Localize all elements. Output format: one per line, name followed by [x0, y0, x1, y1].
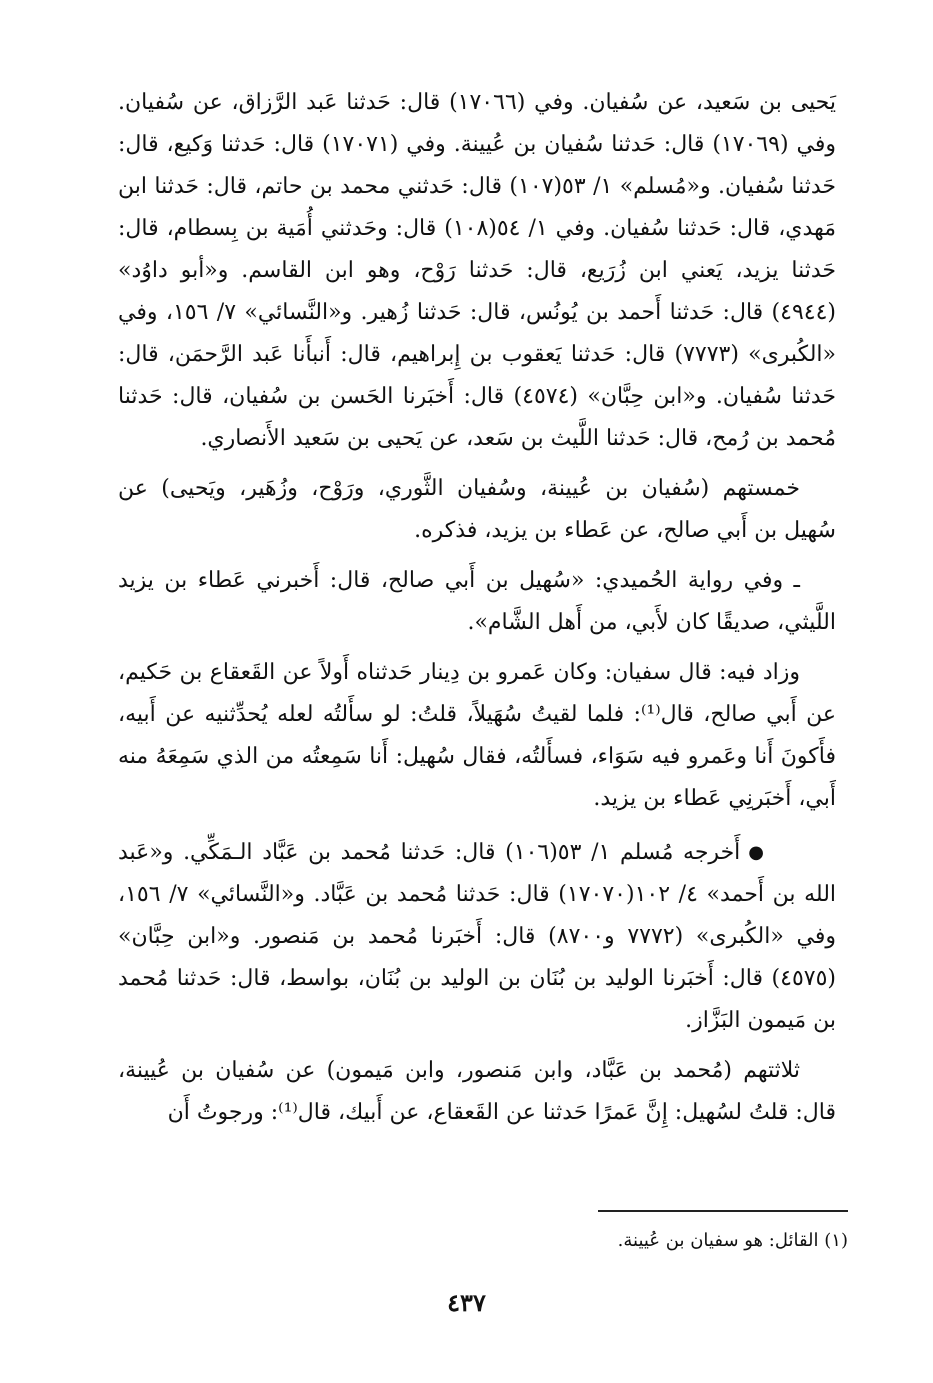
- paragraph-2: خمستهم (سُفيان بن عُيينة، وسُفيان الثَّوري، ورَوْح، وزُهَير، ويَحيى) عن سُهيل بن أَبي صالح، عن عَطاء بن يزيد، فذكره.: [118, 476, 836, 543]
- paragraph-4: وزاد فيه: قال سفيان: وكان عَمرو بن دِينار حَدثناه أَولاً عن القَعقاع بن حَكيم، عن أَبي صالح، قال⁽¹⁾: فلما لقيتُ سُهَيلاً، قلتُ: لو سأَلتُه لعله يُحدِّثنيه عن أَبيه، فأَكونَ أَنا وعَمرو فيه سَوَاء، فسأَلتُه، فقال سُهيل: أَنا سَمِعتُه من الذي سَمِعَهُ منه أَبي، أَخبَرنِي عَطاء بن يزيد.: [118, 660, 837, 811]
- page-number: ٤٣٧: [447, 1288, 486, 1317]
- main-text-block: [118, 82, 836, 1142]
- paragraph-5: [118, 832, 836, 1042]
- footnote: (١) القائل: هو سفيان بن عُيينة.: [617, 1230, 848, 1251]
- paragraph-3: ـ وفي رواية الحُميدي: «سُهيل بن أَبي صالح، قال: أَخبرني عَطاء بن يزيد اللَّيثي، صديقًا كان لأَبي، من أَهل الشَّام».: [118, 568, 836, 635]
- paragraph-5-text: أَخرجه مُسلم ١/ ٥٣(١٠٦) قال: حَدثنا مُحمد بن عَبَّاد الـمَكِّي. و«عَبد الله بن أَحمد» ٤/ ١٠٢(١٧٠٧٠) قال: حَدثنا مُحمد بن عَبَّاد. و«النَّسائي» ٧/ ١٥٦، وفي «الكُبرى» (٧٧٧٢ و٨٧٠٠) قال: أَخبَرنا مُحمد بن مَنصور. و«ابن حِبَّان» (٤٥٧٥) قال: أَخبَرنا الوليد بن بُنَان بن الوليد بن بُنَان، بواسط، قال: حَدثنا مُحمد بن مَيمون البَزَّاز.: [118, 840, 837, 1033]
- paragraph-1: يَحيى بن سَعيد، عن سُفيان. وفي (١٧٠٦٦) قال: حَدثنا عَبد الرَّزاق، عن سُفيان. وفي (١٧٠٦٩) قال: حَدثنا سُفيان بن عُيينة. وفي (١٧٠٧١) قال: حَدثنا وَكيع، قال: حَدثنا سُفيان. و«مُسلم» ١/ ٥٣(١٠٧) قال: حَدثني محمد بن حاتم، قال: حَدثنا ابن مَهدي، قال: حَدثنا سُفيان. وفي ١/ ٥٤(١٠٨) قال: وحَدثني أُمَية بن بِسطام، قال: حَدثنا يزيد، يَعني ابن زُرَيع، قال: حَدثنا رَوْح، وهو ابن القاسم. و«أبو داوُد» (٤٩٤٤) قال: حَدثنا أَحمد بن يُونُس، قال: حَدثنا زُهير. و«النَّسائي» ٧/ ١٥٦، وفي «الكُبرى» (٧٧٧٣) قال: حَدثنا يَعقوب بن إِبراهيم، قال: أَنبأَنا عَبد الرَّحمَن، قال: حَدثنا سُفيان. و«ابن حِبَّان» (٤٥٧٤) قال: أَخبَرنا الحَسن بن سُفيان، قال: حَدثنا مُحمد بن رُمح، قال: حَدثنا اللَّيث بن سَعد، عن يَحيى بن سَعيد الأَنصاري.: [118, 90, 837, 451]
- footnote-divider: [598, 1210, 848, 1212]
- bullet-icon: ●: [748, 842, 764, 863]
- paragraph-6: ثلاثتهم (مُحمد بن عَبَّاد، وابن مَنصور، وابن مَيمون) عن سُفيان بن عُيينة، قال: قلتُ لسُهيل: إِنَّ عَمرًا حَدثنا عن القَعقاع، عن أَبيك، قال⁽¹⁾: ورجوتُ أَن: [118, 1058, 836, 1125]
